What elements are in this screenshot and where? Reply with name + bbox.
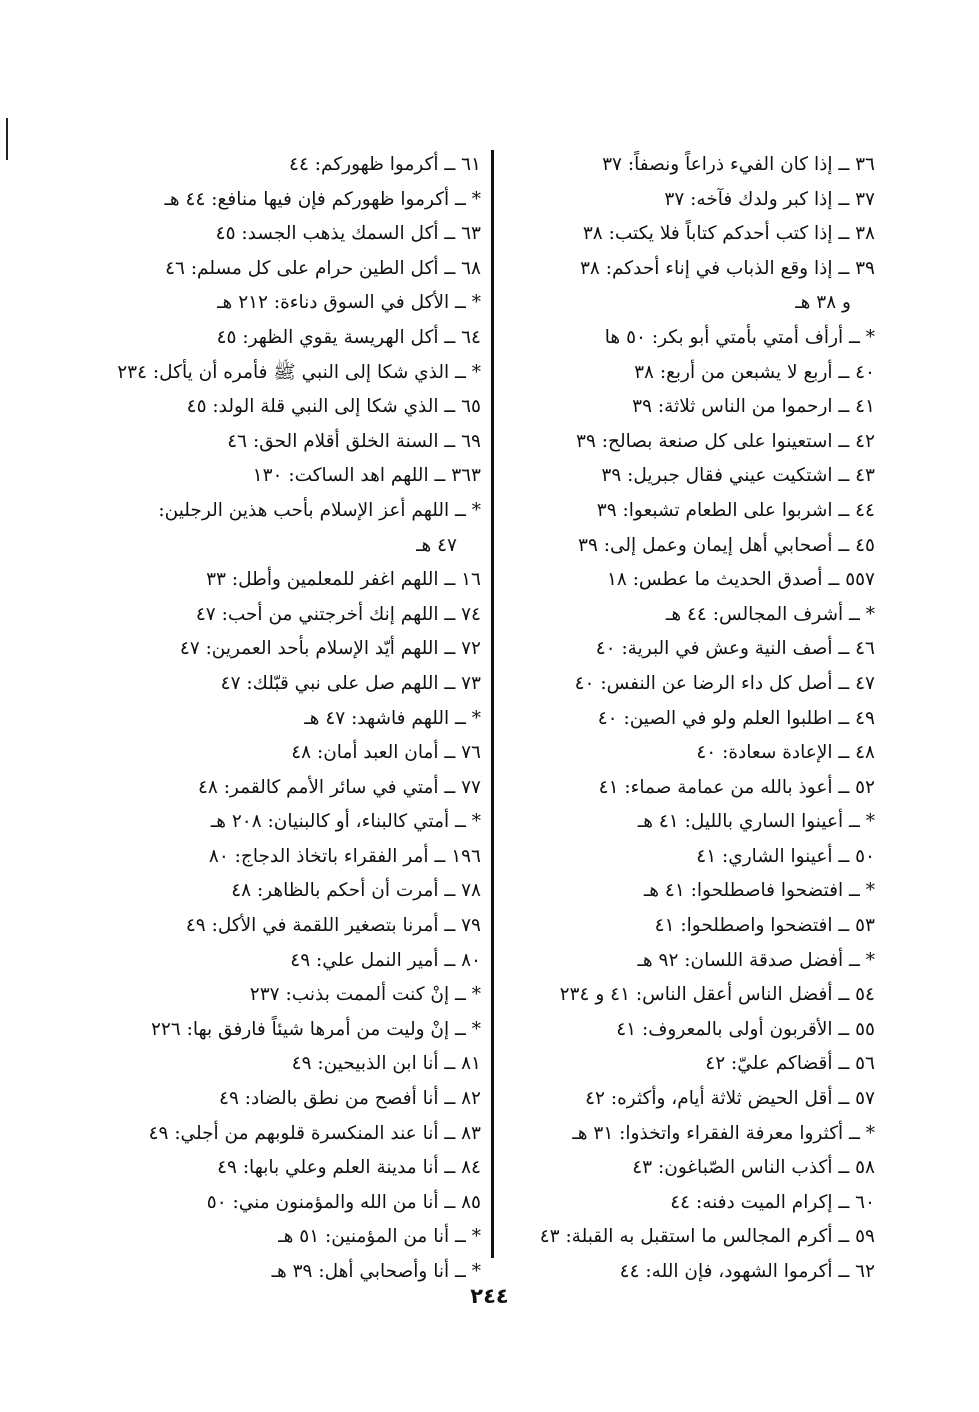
index-entry: * ــ أرأف أمتي بأمتي أبو بكر: ٥٠ ها (604, 326, 875, 348)
index-entry: ٦٥ ــ الذي شكا إلى النبي قلة الولد: ٤٥ (186, 396, 481, 418)
index-entry: ٥٩ ــ أكرم المجالس ما استقبل به القبلة: ٤٣ (539, 1226, 875, 1248)
index-entry: * ــ الذي شكا إلى النبي ﷺ فأمره أن يأكل: ٢٣٤ (117, 361, 481, 383)
index-entry: ٤٠ ــ أربع لا يشبعن من أربع: ٣٨ (634, 361, 875, 383)
index-entry: ٤٩ ــ اطلبوا العلم ولو في الصين: ٤٠ (597, 707, 875, 729)
index-entry: ٤١ ــ ارحموا من الناس ثلاثة: ٣٩ (632, 396, 875, 418)
index-entry: ٨٠ ــ أمير النمل علي: ٤٩ (290, 949, 481, 971)
index-entry: ٣٩ ــ إذا وقع الذباب في إناء أحدكم: ٣٨ (580, 257, 875, 279)
index-entry: ٦١ ــ أكرموا ظهوركم: ٤٤ (289, 154, 481, 175)
index-entry: * ــ أنا وأصحابي أهل: ٣٩ هـ (271, 1261, 481, 1282)
index-entry: ٤٧ هـ (416, 534, 457, 556)
index-entry: * ــ أعينوا الساري بالليل: ٤١ هـ (637, 811, 875, 833)
index-entry: * ــ أكثروا معرفة الفقراء واتخذوا: ٣١ هـ (572, 1122, 875, 1144)
index-entry: * ــ أشرف المجالس: ٤٤ هـ (665, 603, 875, 625)
index-entry: ٣٦ ــ إذا كان الفيء ذراعاً ونصفاً: ٣٧ (602, 154, 875, 175)
margin-bar (6, 118, 8, 160)
index-entry: ٧٣ ــ اللهم صل على نبي قبّلك: ٤٧ (220, 672, 481, 694)
index-entry: * ــ أفضل صدقة اللسان: ٩٢ هـ (637, 949, 875, 971)
index-entry: ٧٨ ــ أمرت أن أحكم بالظاهر: ٤٨ (231, 880, 481, 902)
index-entry: * ــ إنْ كنت ألممت بذنب: ٢٣٧ (249, 984, 481, 1006)
index-entry: ٨٥ ــ أنا من الله والمؤمنون مني: ٥٠ (206, 1191, 481, 1213)
index-entry: ٤٧ ــ أصل كل داء الرضا عن النفس: ٤٠ (574, 672, 875, 694)
index-entry: ٥٣ ــ افتضحوا واصطلحوا: ٤١ (654, 915, 875, 937)
index-entry: ١٦ ــ اللهم اغفر للمعلمين وأطل: ٣٣ (206, 569, 481, 591)
index-entry: ٥٦ ــ أقضاكم عليّ: ٤٢ (705, 1053, 875, 1075)
index-entry: ٧٤ ــ اللهم إنك أخرجتني من أحب: ٤٧ (195, 603, 481, 625)
index-entry: ٥٢ ــ أعوذ بالله من عمامة صماء: ٤١ (598, 776, 875, 798)
index-entry: ٨٢ ــ أنا أفصح من نطق بالضاد: ٤٩ (219, 1088, 481, 1110)
index-entry: ٤٢ ــ استعينوا على كل صنعة بصالح: ٣٩ (576, 430, 875, 452)
index-entry: ٣٨ ــ إذا كتب أحدكم كتاباً فلا يكتب: ٣٨ (582, 223, 875, 245)
index-entry: ٤٤ ــ اشربوا على الطعام تشبعوا: ٣٩ (596, 499, 875, 521)
index-entry: ٧٢ ــ اللهم أيّد الإسلام بأحد العمرين: ٤٧ (179, 638, 481, 660)
index-entry: ٧٦ ــ أمان العبد أمان: ٤٨ (291, 742, 481, 764)
column-divider (491, 150, 494, 1258)
index-entry: ٦٤ ــ أكل الهريسة يقوي الظهر: ٤٥ (216, 326, 481, 348)
index-entry: * ــ اللهم أعز الإسلام بأحب هذين الرجلين: (158, 499, 481, 521)
index-entry: ٧٩ ــ أمرنا بتصغير اللقمة في الأكل: ٤٩ (185, 915, 481, 937)
index-entry: * ــ أنا من المؤمنين: ٥١ هـ (278, 1226, 481, 1248)
index-entry: ٥٥ ــ الأقربون أولى بالمعروف: ٤١ (616, 1018, 875, 1040)
index-entry: * ــ إنْ وليت من أمرها شيئاً فارفق بها: ٢٢٦ (150, 1018, 481, 1040)
index-entry: ٦٩ ــ السنة الخلق أقلام الحق: ٤٦ (227, 430, 481, 452)
index-entry: ٦٨ ــ أكل الطين حرام على كل مسلم: ٤٦ (165, 257, 481, 279)
index-entry: * ــ افتضحوا فاصطلحوا: ٤١ هـ (643, 880, 875, 902)
index-entry: ٤٣ ــ اشتكيت عيني فقال جبريل: ٣٩ (601, 465, 875, 487)
index-entry: ٦٣ ــ أكل السمك يذهب الجسد: ٤٥ (215, 223, 481, 245)
index-entry: * ــ أكرموا ظهوركم فإن فيها منافع: ٤٤ هـ (164, 188, 481, 210)
index-entry: ٦٠ ــ إكرام الميت دفنه: ٤٤ (670, 1191, 875, 1213)
index-entry: ٥٥٧ ــ أصدق الحديث ما عطس: ١٨ (606, 569, 875, 591)
index-entry: ٥٠ ــ أعينوا الشاري: ٤١ (696, 845, 875, 867)
index-entry: ٦٢ ــ أكرموا الشهود، فإن الله: ٤٤ (619, 1261, 875, 1282)
index-entry: ٥٨ ــ أكذب الناس الصّباغون: ٤٣ (632, 1157, 875, 1179)
index-entry: * ــ الأكل في السوق دناءة: ٢١٢ هـ (217, 292, 481, 314)
index-entry: ٨٤ ــ أنا مدينة العلم وعلي بابها: ٤٩ (217, 1157, 481, 1179)
index-entry: ٣٦٣ ــ اللهم اهد الساكت: ١٣٠ (252, 465, 481, 487)
index-entry: ٥٤ ــ أفضل الناس أعقل الناس: ٤١ و ٢٣٤ (559, 984, 875, 1006)
index-entry: ١٩٦ ــ أمر الفقراء باتخاذ الدجاج: ٨٠ (208, 845, 481, 867)
index-entry: ٥٧ ــ أقل الحيض ثلاثة أيام، وأكثره: ٤٢ (585, 1088, 875, 1110)
index-entry: و ٣٨ هـ (795, 292, 851, 314)
index-entry: ٤٦ ــ أصف النية وعش في البرية: ٤٠ (595, 638, 875, 660)
index-entry: * ــ اللهم فاشهد: ٤٧ هـ (304, 707, 481, 729)
index-entry: ٨١ ــ أنا ابن الذبيحين: ٤٩ (291, 1053, 481, 1075)
index-column-right (495, 148, 875, 1290)
index-entry: ٤٥ ــ أصحابي أهل إيمان وعمل إلى: ٣٩ (578, 534, 875, 556)
index-column-left (81, 148, 481, 1290)
index-entry: ٤٨ ــ الإعادة سعادة: ٤٠ (696, 742, 875, 764)
page-number: ٢٤٤ (470, 1284, 509, 1308)
index-entry: ٨٣ ــ أنا عند المنكسرة قلوبهم من أجلي: ٤٩ (148, 1122, 481, 1144)
index-entry: ٧٧ ــ أمتي في سائر الأمم كالقمر: ٤٨ (197, 776, 481, 798)
index-entry: * ــ أمتي كالبناء، أو كالبنيان: ٢٠٨ هـ (210, 811, 481, 833)
index-entry: ٣٧ ــ إذا كبر ولدك فآخه: ٣٧ (664, 188, 875, 210)
